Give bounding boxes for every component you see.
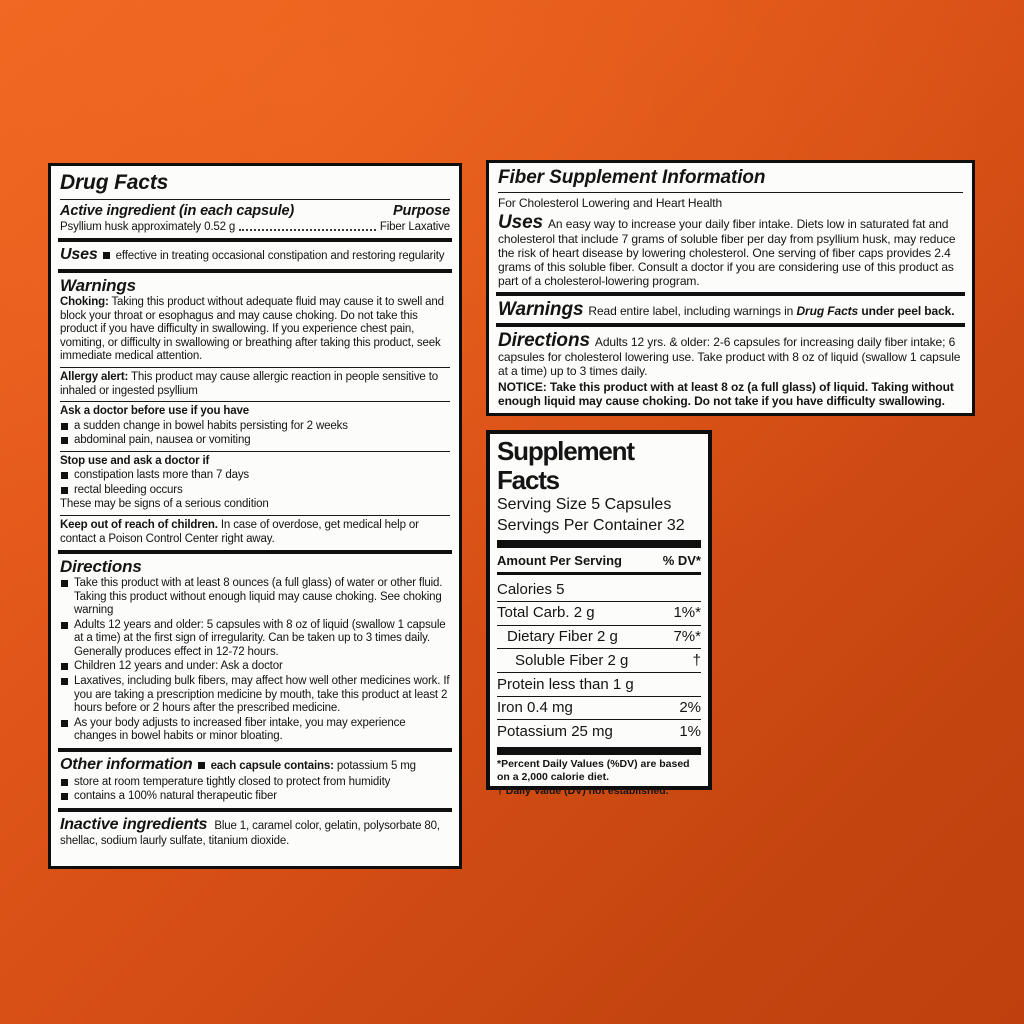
nutrient-dv: 2% xyxy=(679,699,701,717)
directions-bullet: Children 12 years and under: Ask a doctor xyxy=(74,660,283,673)
nutrient-row xyxy=(497,601,701,625)
purpose-heading: Purpose xyxy=(393,202,450,219)
warnings-heading: Warnings xyxy=(60,276,136,296)
nutrient-row xyxy=(497,672,701,696)
list-item xyxy=(60,776,450,790)
directions-bullet: Adults 12 years and older: 5 capsules with 8 oz of liquid (swallow 1 capsule at a time) at the first sign of irregularity. Can be taken up to 3 times daily. Generally produces effect in 12-72 hours. xyxy=(74,618,446,658)
inactive-ingredients-text: Blue 1, caramel color, gelatin, polysorbate 80, shellac, sodium laurly sulfate, titanium dioxide. xyxy=(60,819,440,847)
list-item xyxy=(60,660,450,674)
keep-out-text: In case of overdose, get medical help or contact a Poison Control Center right away. xyxy=(60,519,419,545)
medium-divider xyxy=(497,572,701,575)
fiber-directions-text: Adults 12 yrs. & older: 2-6 capsules for increasing daily fiber intake; 6 capsules for cholesterol lowering use. Take product with 8 oz of liquid (swallow 1 capsule at a time) up to 3 times daily. xyxy=(498,335,961,379)
serving-size: Serving Size 5 Capsules xyxy=(497,496,672,514)
nutrient-name: Potassium 25 mg xyxy=(497,722,613,740)
fiber-uses-label: Uses xyxy=(498,211,544,233)
nutrient-row xyxy=(497,648,701,672)
nutrient-row xyxy=(497,719,701,743)
thick-divider xyxy=(496,292,965,296)
square-bullet-icon xyxy=(61,472,68,479)
fiber-warnings-label: Warnings xyxy=(498,299,584,321)
uses-label: Uses xyxy=(60,246,98,264)
ask-doctor-bullet: abdominal pain, nausea or vomiting xyxy=(74,434,251,447)
footnote-dv: *Percent Daily Values (%DV) are based on a 2,000 calorie diet. xyxy=(497,758,690,783)
supplement-facts-title: Supplement Facts xyxy=(497,436,634,495)
square-bullet-icon xyxy=(61,622,68,629)
list-item xyxy=(60,577,450,618)
list-item xyxy=(60,484,450,498)
drug-facts-panel xyxy=(48,163,462,869)
inactive-ingredients-label: Inactive ingredients xyxy=(60,815,208,833)
section-divider xyxy=(60,367,450,368)
allergy-paragraph xyxy=(60,371,450,398)
thick-divider xyxy=(58,269,452,273)
nutrient-row xyxy=(497,625,701,649)
list-item xyxy=(60,619,450,660)
fiber-uses-paragraph xyxy=(498,213,963,289)
fiber-directions-paragraph xyxy=(498,331,963,378)
fiber-uses-text: An easy way to increase your daily fiber intake. Diets low in saturated fat and cholesterol that include 7 grams of soluble fiber per day from psyllium husk, may reduce the risk of heart disease by lowering cholesterol. One serving of fiber caps provides 2.4 grams of this soluble fiber. Consult a doctor if you are considering use of this product as part of a cholesterol-lowering program. xyxy=(498,216,956,289)
stop-use-bullet: rectal bleeding occurs xyxy=(74,483,183,496)
list-item xyxy=(60,717,450,744)
servings-per-container: Servings Per Container 32 xyxy=(497,517,685,535)
square-bullet-icon xyxy=(61,793,68,800)
directions-bullet: Laxatives, including bulk fibers, may affect how well other medicines work. If you are taking a prescription medicine by mouth, take this product at least 2 hours before or 2 hours after the prescribed medicine. xyxy=(74,674,450,715)
fiber-supplement-panel xyxy=(486,160,975,416)
section-divider xyxy=(60,401,450,402)
other-info-inline-text: potassium 5 mg xyxy=(333,759,416,772)
thick-divider xyxy=(58,238,452,242)
nutrient-name: Protein less than 1 g xyxy=(497,675,634,693)
uses-text: effective in treating occasional constipation and restoring regularity xyxy=(115,250,445,263)
nutrient-dv: 1% xyxy=(679,722,701,740)
square-bullet-icon xyxy=(61,779,68,786)
other-info-inline-label: each capsule contains: xyxy=(210,759,334,772)
nutrient-dv: 7%* xyxy=(673,628,701,646)
fiber-warnings-paragraph xyxy=(498,300,963,319)
purpose-value: Fiber Laxative xyxy=(379,220,450,233)
nutrient-dv: † xyxy=(692,651,701,669)
amount-per-serving-label: Amount Per Serving xyxy=(497,552,622,568)
square-bullet-icon xyxy=(61,580,68,587)
section-divider xyxy=(60,451,450,452)
fiber-warnings-text-end: under peel back. xyxy=(858,304,955,319)
inactive-ingredients-paragraph xyxy=(60,816,450,848)
stop-use-bullet: constipation lasts more than 7 days xyxy=(74,469,250,482)
directions-bullet: As your body adjusts to increased fiber intake, you may experience changes in bowel habits or minor bloating. xyxy=(74,716,406,743)
directions-heading: Directions xyxy=(60,557,142,577)
fiber-panel-title: Fiber Supplement Information xyxy=(498,167,766,188)
thick-divider xyxy=(497,540,701,548)
ingredient-name: Psyllium husk approximately 0.52 g xyxy=(60,220,236,233)
ask-doctor-heading: Ask a doctor before use if you have xyxy=(60,405,250,418)
drug-facts-reference: Drug Facts xyxy=(796,304,859,319)
footnote-dagger: † Daily Value (DV) not established. xyxy=(497,785,669,798)
nutrient-name: Calories 5 xyxy=(497,580,565,598)
allergy-label: Allergy alert: xyxy=(60,370,129,383)
thick-divider xyxy=(58,748,452,752)
thick-divider xyxy=(496,323,965,327)
percent-dv-label: % DV* xyxy=(662,552,701,568)
keep-out-label: Keep out of reach of children. xyxy=(60,519,218,532)
active-ingredient-row xyxy=(60,221,450,235)
choking-label: Choking: xyxy=(60,296,109,309)
list-item xyxy=(60,434,450,448)
other-info-bullet: store at room temperature tightly closed to protect from humidity xyxy=(74,775,391,788)
square-bullet-icon xyxy=(61,423,68,430)
uses-row xyxy=(60,246,450,265)
fiber-warnings-text: Read entire label, including warnings in xyxy=(588,304,797,319)
nutrient-name: Soluble Fiber 2 g xyxy=(515,651,629,669)
section-divider xyxy=(498,192,963,193)
keep-out-paragraph xyxy=(60,519,450,546)
nutrient-name: Total Carb. 2 g xyxy=(497,604,595,622)
section-divider xyxy=(60,199,450,200)
list-item xyxy=(60,675,450,716)
active-ingredient-header xyxy=(60,203,450,220)
other-information-row xyxy=(60,756,450,775)
other-information-label: Other information xyxy=(60,755,193,773)
square-bullet-icon xyxy=(61,678,68,685)
other-info-bullet: contains a 100% natural therapeutic fiber xyxy=(74,790,277,803)
list-item xyxy=(60,790,450,804)
square-bullet-icon xyxy=(61,720,68,727)
square-bullet-icon xyxy=(61,437,68,444)
thick-divider xyxy=(497,747,701,755)
active-ingredient-heading: Active ingredient (in each capsule) xyxy=(60,202,295,219)
drug-facts-title: Drug Facts xyxy=(60,171,169,194)
fiber-directions-label: Directions xyxy=(498,330,590,352)
allergy-text: This product may cause allergic reaction in people sensitive to inhaled or ingested psyllium xyxy=(60,370,439,397)
thick-divider xyxy=(58,808,452,812)
thick-divider xyxy=(58,550,452,554)
nutrient-row xyxy=(497,578,701,601)
stop-use-heading: Stop use and ask a doctor if xyxy=(60,454,210,467)
directions-bullet: Take this product with at least 8 ounces (a full glass) of water or other fluid. Taking this product without enough liquid may cause choking. See choking warning xyxy=(74,577,443,617)
square-bullet-icon xyxy=(61,663,68,670)
list-item xyxy=(60,420,450,434)
square-bullet-icon xyxy=(61,487,68,494)
list-item xyxy=(60,469,450,483)
fiber-panel-subtitle: For Cholesterol Lowering and Heart Health xyxy=(498,196,723,211)
supplement-facts-panel xyxy=(486,430,712,798)
ask-doctor-bullet: a sudden change in bowel habits persisting for 2 weeks xyxy=(74,419,348,432)
square-bullet-icon xyxy=(103,252,110,259)
square-bullet-icon xyxy=(198,762,205,769)
nutrient-row xyxy=(497,696,701,720)
nutrient-name: Iron 0.4 mg xyxy=(497,699,573,717)
nutrient-dv: 1%* xyxy=(673,604,701,622)
choking-text: Taking this product without adequate fluid may cause it to swell and block your throat or esophagus and may cause choking. Do not take this product if you have difficulty in swallowing. If you experience chest pain, vomiting, or difficulty in swallowing or breathing after taking this product, seek immediate medical attention. xyxy=(60,296,444,363)
notice-paragraph: NOTICE: Take this product with at least 8 oz (a full glass) of liquid. Taking without enough liquid may cause choking. Do not take if you have difficulty swallowing. xyxy=(498,379,954,408)
choking-paragraph xyxy=(60,296,450,364)
nutrition-header-row xyxy=(497,551,701,570)
nutrient-name: Dietary Fiber 2 g xyxy=(507,628,618,646)
dotted-leader xyxy=(239,229,376,231)
stop-use-note: These may be signs of a serious condition xyxy=(60,498,269,511)
section-divider xyxy=(60,515,450,516)
